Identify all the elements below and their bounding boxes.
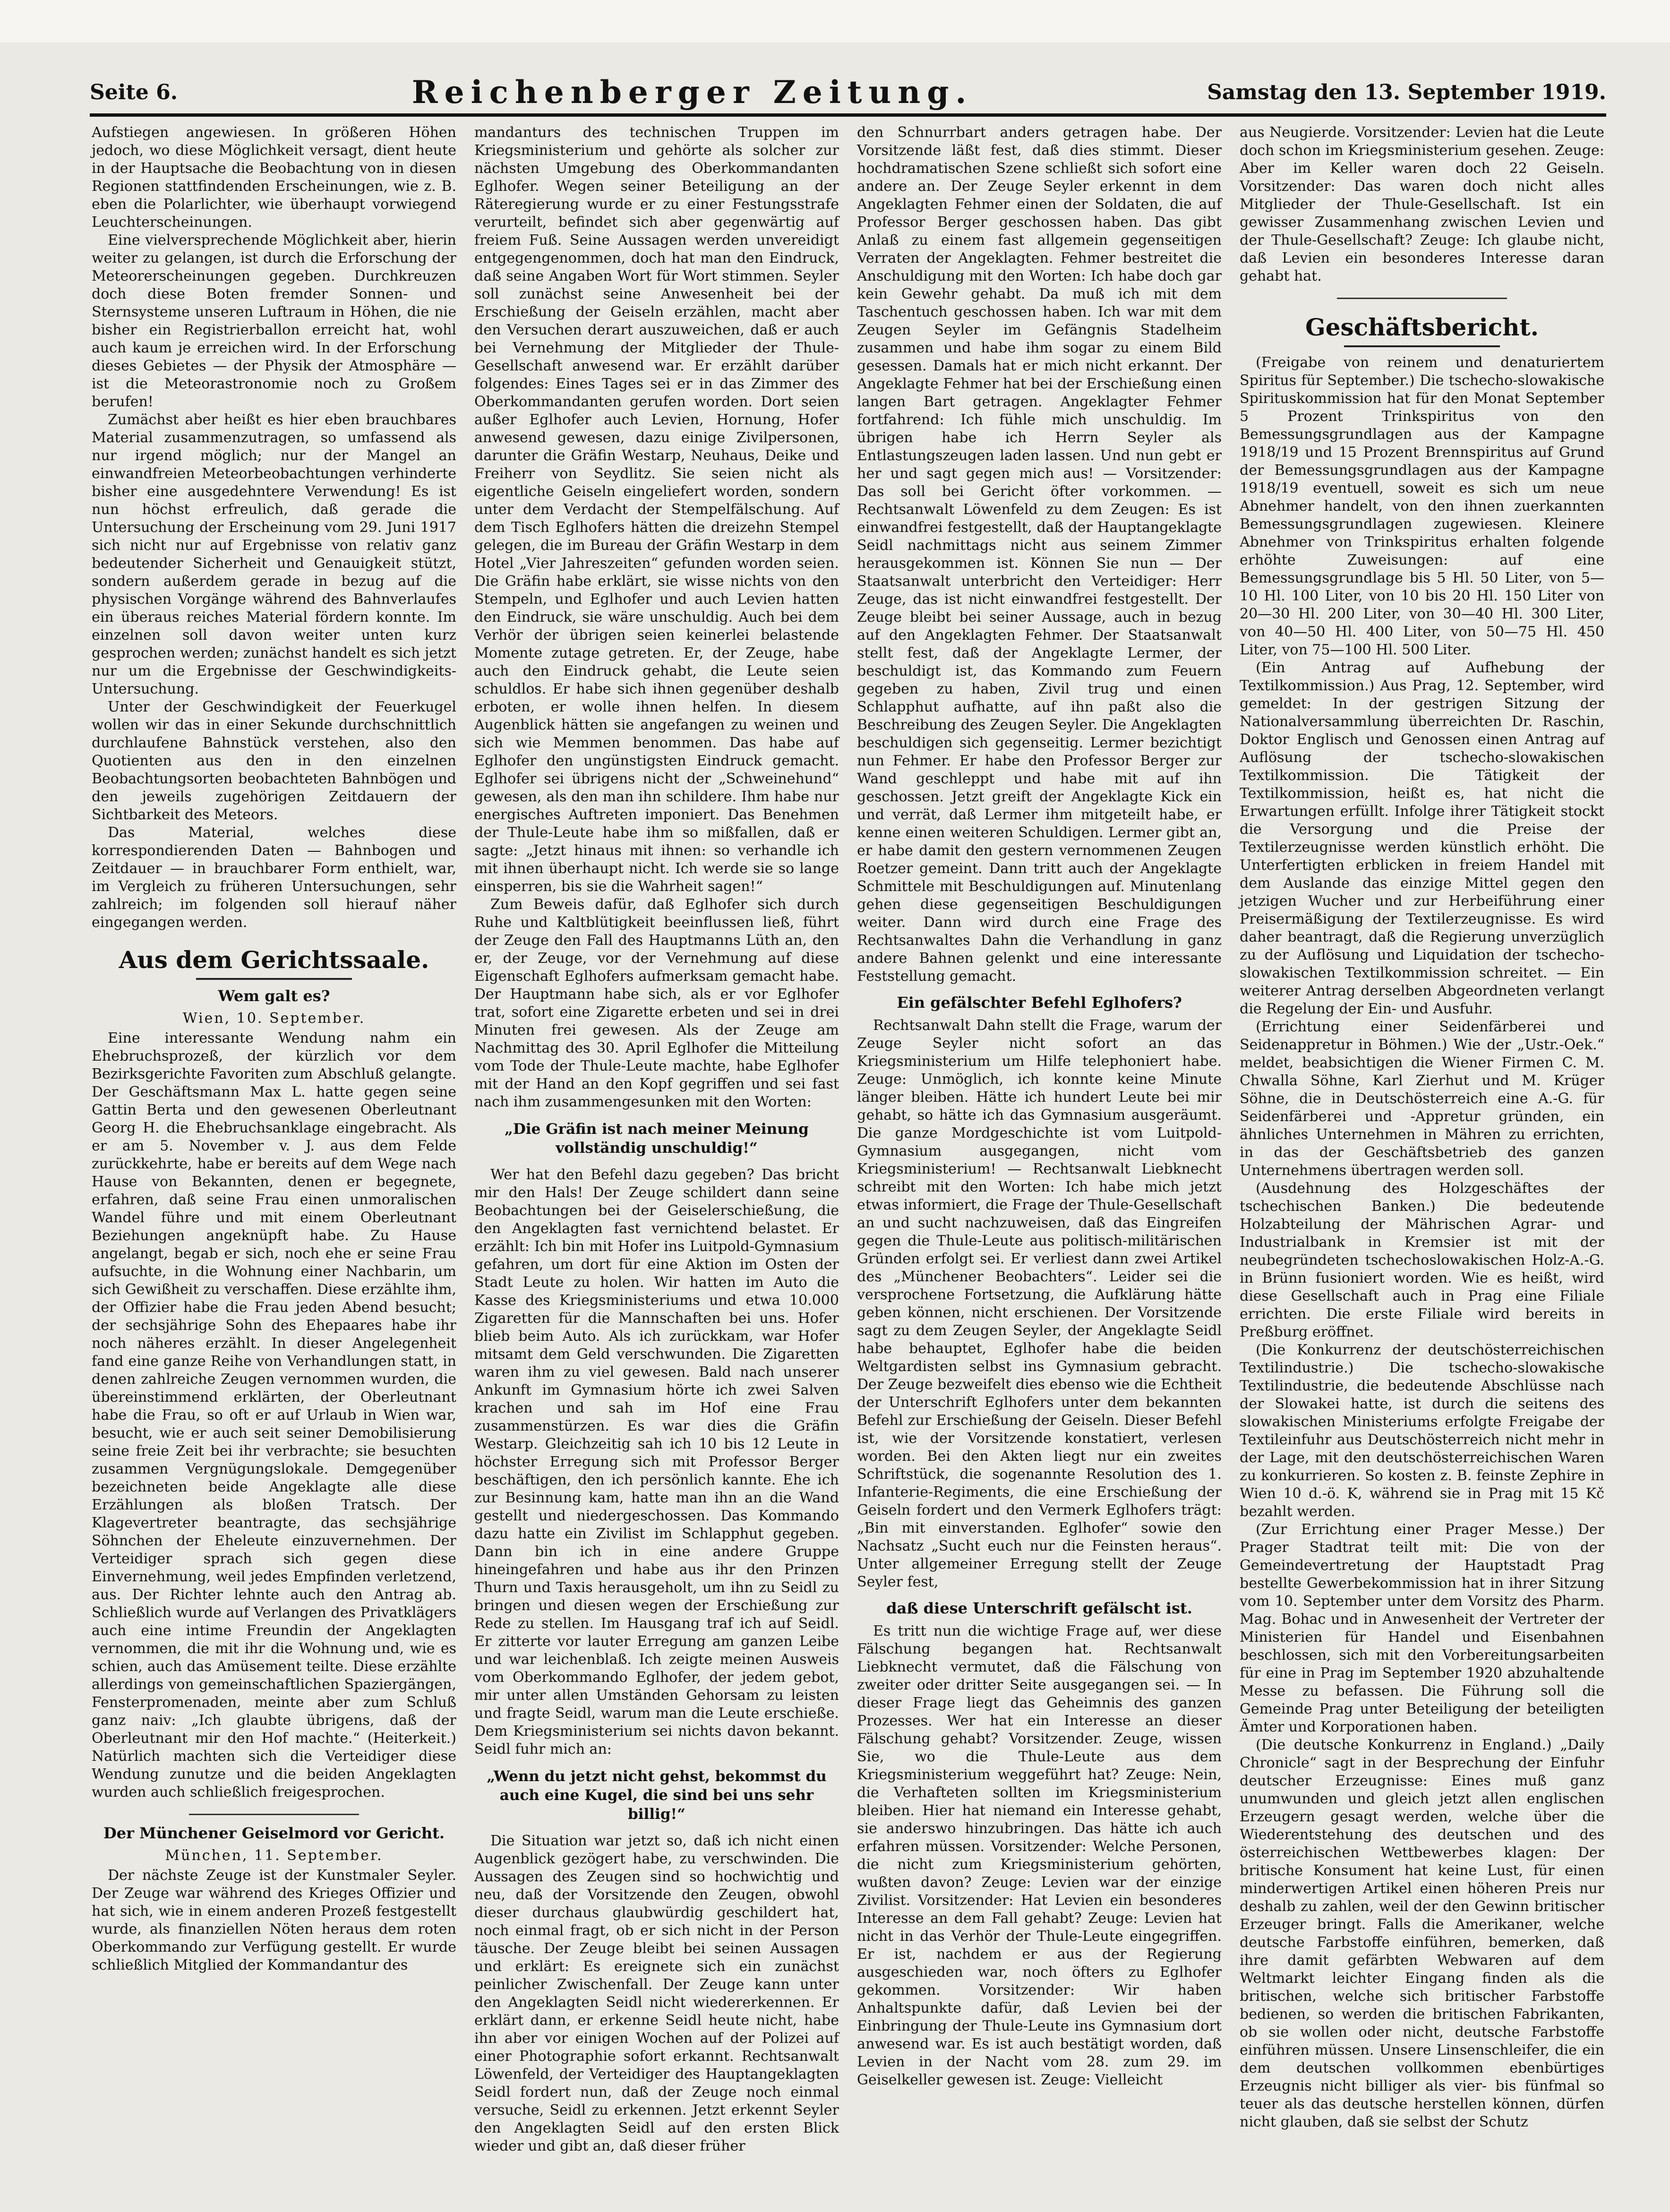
column-2 xyxy=(472,124,841,2169)
subheading: Ein gefälschter Befehl Eglhofers? xyxy=(897,994,1182,1012)
page-number: Seite 6. xyxy=(90,80,178,104)
business-item: (Die Konkurrenz der deutschösterreichischen Textilindustrie.) Die tschecho-slowakische Textilindustrie, die bedeutende Abschlüsse nach der Slowakei hatte, ist durch die seitens des slowakischen Ministeriums erfolgte Freigabe der Textileinfuhr aus Deutschösterreich nicht mehr in der Lage, mit den deutschösterreichischen Waren zu konkurrieren. So kosten z. B. feinste Zephire in Wien 10 d.-ö. K, während sie in Prag mit 15 Kč bezahlt werden. xyxy=(1240,1342,1604,1520)
article-paragraph: Zum Beweis dafür, daß Eglhofer sich durch Ruhe und Kaltblütigkeit beeinflussen ließ, führt der Zeuge den Fall des Hauptmanns Lüth an, den er, der Zeuge, vor der Vernehmung auf diese Eigenschaft Eglhofers aufmerksam gemacht habe. Der Hauptmann habe sich, als er vor Eglhofer trat, sofort eine Zigarette erbeten und sei in drei Minuten frei gewesen. Als der Zeuge am Nachmittag des 30. April Eglhofer die Mitteilung vom Tode der Thule-Leute machte, habe Eglhofer mit der Hand an den Kopf gegriffen und sei fast nach ihm zusammengesunken mit den Worten: xyxy=(474,896,839,1110)
business-item: (Die deutsche Konkurrenz in England.) „Daily Chronicle“ sagt in der Besprechung der Einfuhr deutscher Erzeugnisse: Eines muß ganz unumwunden und gleich jetzt allen englischen Erzeugern gesagt werden, welche über die Wiederentstehung des deutschen und des österreichischen Wettbewerbes klagen: Der britische Konsument hat keine Lust, für einen minderwertigen Artikel einen höheren Preis nur deshalb zu zahlen, weil der den Gewinn britischer Erzeuger bringt. Falls die Amerikaner, welche deutsche Farbstoffe einführen, bemerken, daß ihre damit gefärbten Webwaren auf dem Weltmarkt leichter Eingang finden als die britischen, welche sich britischer Farbstoffe bedienen, so werden die britischen Fabrikanten, ob sie wollen oder nicht, deutsche Farbstoffe einführen müssen. Unsere Linsenschleifer, die ein dem deutschen vollkommen ebenbürtiges Erzeugnis nicht billiger als vier- bis fünfmal so teuer als das deutsche herstellen können, dürfen nicht glauben, daß sie selbst der Schutz xyxy=(1240,1737,1604,2130)
article-paragraph: mandanturs des technischen Truppen im Kriegsministerium und gehörte als solcher zur nächsten Umgebung des Oberkommandanten Eglhofer. Wegen seiner Beteiligung an der Räteregierung wurde er zu einer Festungsstrafe verurteilt, befindet sich aber gegenwärtig auf freiem Fuß. Seine Aussagen werden unvereidigt entgegengenommen, doch hat man den Eindruck, daß seine Angaben Wort für Wort stimmen. Seyler soll zunächst seine Anwesenheit bei der Erschießung der Geiseln erzählen, macht aber den Versuchen derart auszuweichen, daß er auch bei Vernehmung der Mitglieder der Thule-Gesellschaft anwesend war. Er erzählt darüber folgendes: Eines Tages sei er in das Zimmer des Oberkommandanten gerufen worden. Dort seien außer Eglhofer auch Levien, Hornung, Hofer anwesend gewesen, dazu einige Zivilpersonen, darunter die Gräfin Westarp, Neuhaus, Deike und Freiherr von Seydlitz. Sie seien nicht als eigentliche Geiseln eingeliefert worden, sondern unter dem Verdacht der Stempelfälschung. Auf dem Tisch Eglhofers hätten die dreizehn Stempel gelegen, die im Bureau der Gräfin Westarp in dem Hotel „Vier Jahreszeiten“ gefunden worden seien. Die Gräfin habe erklärt, sie wisse nichts von den Stempeln, und Eglhofer und auch Levien hatten den Eindruck, sie wäre unschuldig. Auch bei dem Verhör der übrigen seien keinerlei belastende Momente zutage getreten. Er, der Zeuge, habe auch den Eindruck gehabt, die Leute seien schuldlos. Er habe sich ihnen gegenüber deshalb erboten, er wolle ihnen helfen. In diesem Augenblick hätten sie angefangen zu weinen und sich wie Memmen benommen. Das habe auf Eglhofer den ungünstigsten Eindruck gemacht. Eglhofer sei übrigens nicht der „Schweinehund“ gewesen, als den man ihn schildere. Ihm habe nur energisches Auftreten imponiert. Das Benehmen der Thule-Leute habe ihm so mißfallen, daß er sagte: „Jetzt hinaus mit ihnen: so verhandle ich mit ihnen überhaupt nicht. Ich werde sie so lange einsperren, bis sie die Wahrheit sagen!“ xyxy=(474,124,839,895)
column-4 xyxy=(1238,124,1606,2169)
text-columns xyxy=(90,124,1606,2169)
header-rule xyxy=(90,113,1606,117)
article-paragraph: den Schnurrbart anders getragen habe. Der Vorsitzende läßt fest, daß dies stimmt. Dieser hochdramatischen Szene schließt sich sofort eine andere an. Der Zeuge Seyler erkennt in dem Angeklagten Fehmer einen der Soldaten, die auf Professor Berger geschossen haben. Das gibt Anlaß zu einem fast allgemein gegenseitigen Verraten der Angeklagten. Fehmer bestreitet die Anschuldigung mit den Worten: Ich habe doch gar kein Gewehr gehabt. Da muß ich mit dem Taschentuch geschossen haben. Ich war mit dem Zeugen Seyler im Gefängnis Stadelheim zusammen und habe ihm sogar zu einem Bild gesessen. Damals hat er mich nicht erkannt. Der Angeklagte Fehmer hat bei der Erschießung einen langen Bart getragen. Angeklagter Fehmer fortfahrend: Ich fühle mich unschuldig. Im übrigen habe ich Herrn Seyler als Entlastungszeugen laden lassen. Und nun gebt er her und sagt gegen mich aus! — Vorsitzender: Das soll bei Gericht öfter vorkommen. — Rechtsanwalt Löwenfeld zu dem Zeugen: Es ist einwandfrei festgestellt, daß der Hauptangeklagte Seidl nachmittags nicht aus seinem Zimmer herausgekommen ist. Können Sie nun — Der Staatsanwalt unterbricht den Verteidiger: Herr Zeuge, das ist nicht einwandfrei festgestellt. Der Zeuge bleibt bei seiner Aussage, auch in bezug auf den Angeklagten Fehmer. Der Staatsanwalt stellt fest, daß der Angeklagte Lermer, der beschuldigt ist, das Kommando zum Feuern gegeben zu haben, Zivil trug und einen Schlapphut aufhatte, auf ihn paßt also die Beschreibung des Zeugen Seyler. Die Angeklagten beschuldigen sich gegenseitig. Lermer bezichtigt nun Fehmer. Er habe den Professor Berger zur Wand geschleppt und habe mit auf ihn geschossen. Jetzt greift der Angeklagte Kick ein und verrät, daß Lermer ihm mitgeteilt habe, er kenne einen weiteren Schuldigen. Lermer gibt an, er habe damit den gestern vernommenen Zeugen Roetzer gemeint. Dann tritt auch der Angeklagte Schmittele mit Beschuldigungen auf. Minutenlang gehen diese gegenseitigen Beschuldigungen weiter. Dann wird durch eine Frage des Rechtsanwaltes Dahn die Verhandlung in ganz andere Bahnen gelenkt und eine interessante Feststellung gemacht. xyxy=(857,124,1222,985)
article-paragraph: Eine interessante Wendung nahm ein Ehebruchsprozeß, der kürzlich vor dem Bezirksgerichte Favoriten zum Abschluß gelangte. Der Geschäftsmann Max L. hatte gegen seine Gattin Berta und den gewesenen Oberleutnant Georg H. die Ehebruchsanklage eingebracht. Als er am 5. November v. J. aus dem Felde zurückkehrte, habe er bereits auf dem Wege nach Hause von Bekannten, denen er begegnete, erfahren, daß seine Frau einen unmoralischen Wandel führe und mit einem Oberleutnant Beziehungen angeknüpft habe. Zu Hause angelangt, begab er sich, noch ehe er seine Frau aufsuchte, in die Wohnung einer Nachbarin, um sich Gewißheit zu verschaffen. Diese erzählte ihm, der Offizier habe die Frau jeden Abend besucht; der sechsjährige Sohn des Ehepaares habe ihr noch näheres erzählt. In dieser Angelegenheit fand eine ganze Reihe von Verhandlungen statt, in denen zahlreiche Zeugen vernommen wurden, die übereinstimmend erklärten, der Oberleutnant habe die Frau, so oft er auf Urlaub in Wien war, besucht, wie er auch seit seiner Demobilisierung seine freie Zeit bei ihr verbrachte; sie besuchten zusammen Vergnügungslokale. Demgegenüber bezeichneten beide Angeklagte alle diese Erzählungen als bloßen Tratsch. Der Klagevertreter beantragte, das sechsjährige Söhnchen der Eheleute einzuvernehmen. Der Verteidiger sprach sich gegen diese Einvernehmung, weil jedes Empfinden verletzend, aus. Der Richter lehnte auch den Antrag ab. Schließlich wurde auf Verlangen des Privatklägers auch eine intime Freundin der Angeklagten vernommen, die mit ihr die Wohnung und, wie es schien, auch das Amüsement teilte. Diese erzählte allerdings von gemeinschaftlichen Spaziergängen, Fensterpromenaden, meinte aber zum Schluß ganz naiv: „Ich glaubte übrigens, daß der Oberleutnant mir den Hof machte.“ (Heiterkeit.) Natürlich machten sich die Verteidiger diese Wendung zunutze und die beiden Angeklagten wurden auch schließlich freigesprochen. xyxy=(92,1030,456,1800)
scan-border xyxy=(0,0,1670,43)
column-1 xyxy=(90,124,458,2169)
article-paragraph: Aufstiegen angewiesen. In größeren Höhen jedoch, wo diese Möglichkeit versagt, dient heute in der Hauptsache die Beobachtung von in diesen Regionen stattfindenden Erscheinungen, wie z. B. eben die Polarlichter, wie überhaupt vorwiegend Leuchterscheinungen. xyxy=(92,124,456,231)
article-paragraph: Es tritt nun die wichtige Frage auf, wer diese Fälschung begangen hat. Rechtsanwalt Liebknecht vermutet, daß die Fälschung von zweiter oder dritter Seite ausgegangen sei. — In dieser Frage liegt das Geheimnis des ganzen Prozesses. Wer hat ein Interesse an dieser Fälschung gehabt? Vorsitzender. Zeuge, wissen Sie, wo die Thule-Leute aus dem Kriegsministerium weggeführt hat? Zeuge: Nein, die Verhafteten sollten im Kriegsministerium bleiben. Hier hat niemand ein Interesse gehabt, sie anderswo hinzubringen. Das hätte ich auch erfahren müssen. Vorsitzender: Welche Personen, die nicht zum Kriegsministerium gehörten, wußten davon? Zeuge: Levien war der einzige Zivilist. Vorsitzender: Hat Levien ein besonderes Interesse an dem Fall gehabt? Zeuge: Levien hat nicht in das Verhör der Thule-Leute eingegriffen. Er ist, nachdem er aus der Regierung ausgeschieden war, noch öfters zu Eglhofer gekommen. Vorsitzender: Wir haben Anhaltspunkte dafür, daß Levien bei der Einbringung der Thule-Leute ins Gymnasium dort anwesend war. Es ist auch bestätigt worden, daß Levien in der Nacht vom 28. zum 29. im Geiselkeller gewesen ist. Zeuge: Vielleicht xyxy=(857,1623,1222,2088)
business-item: (Zur Errichtung einer Prager Messe.) Der Prager Stadtrat teilt mit: Die von der Gemeindevertretung der Hauptstadt Prag bestellte Gewerbekommission hat in ihrer Sitzung vom 10. September unter dem Vorsitz des Pharm. Mag. Bohac und in Anwesenheit der Vertreter der Ministerien für Handel und Eisenbahnen beschlossen, sich mit den Vorbereitungsarbeiten für eine in Prag im September 1920 abzuhaltende Messe zu befassen. Die Führung soll die Gemeinde Prag unter Beteiligung der beteiligten Ämter und Korporationen haben. xyxy=(1240,1521,1604,1735)
article-paragraph: Unter der Geschwindigkeit der Feuerkugel wollen wir das in einer Sekunde durchschnittlich durchlaufene Bahnstück verstehen, also den Quotienten aus den in den einzelnen Beobachtungsorten beobachteten Bahnbögen und den jeweils zugehörigen Zeitdauern der Sichtbarkeit des Meteors. xyxy=(92,699,456,823)
article-paragraph: Wer hat den Befehl dazu gegeben? Das bricht mir den Hals! Der Zeuge schildert dann seine Beobachtungen bei der Geiselerschießung, die den Angeklagten fast vernichtend belastet. Er erzählt: Ich bin mit Hofer ins Luitpold-Gymnasium gefahren, um dort für eine Aktion im Osten der Stadt Leute zu holen. Wir hatten im Auto die Kasse des Kriegsministeriums und etwa 10.000 Zigaretten für die Mannschaften bei uns. Hofer blieb beim Auto. Als ich zurückkam, war Hofer mitsamt dem Geld verschwunden. Die Zigaretten waren ihm zu viel gewesen. Bald nach unserer Ankunft im Gymnasium hörte ich zwei Salven krachen und sah im Hof eine Frau zusammenstürzen. Es war dies die Gräfin Westarp. Gleichzeitig sah ich 10 bis 12 Leute in höchster Erregung sich mit Professor Berger beschäftigen, den ich persönlich kannte. Ehe ich zur Besinnung kam, hatte man ihn an die Wand gestellt und niedergeschossen. Das Kommando dazu hatte ein Zivilist im Schlapphut gegeben. Dann bin ich in eine andere Gruppe hineingefahren und habe aus ihr den Prinzen Thurn und Taxis herausgeholt, um ihn zu Seidl zu bringen und diesen wegen der Erschießung zur Rede zu stellen. Im Hausgang traf ich auf Seidl. Er zitterte vor lauter Erregung am ganzen Leibe und war leichenblaß. Ich zeigte meinen Ausweis vom Oberkommando Eglhofer, der jedem gebot, mir unter allen Umständen Gehorsam zu leisten und fragte Seidl, warum man die Leute erschieße. Dem Kriegsministerium sei nichts davon bekannt. Seidl fuhr mich an: xyxy=(474,1166,839,1758)
quote-highlight: „Die Gräfin ist nach meiner Meinung vollständig unschuldig!“ xyxy=(505,1121,809,1157)
section-rule xyxy=(196,978,352,980)
business-item: (Freigabe von reinem und denaturiertem Spiritus für September.) Die tschecho-slowakische Spirituskommission hat für den Monat September 5 Prozent Trinkspiritus von den Bemessungsgrundlagen aus der Kampagne 1918/19 und 15 Prozent Brennspiritus auf Grund der Bemessungsgrundlagen aus der Kampagne 1918/19 eventuell, soweit es sich um neue Abnehmer handelt, von den ihnen zuerkannten Bemessungsgrundlagen zugewiesen. Kleinere Abnehmer von Trinkspiritus erhalten folgende erhöhte Zuweisungen: auf eine Bemessungsgrundlage bis 5 Hl. 50 Liter, von 5—10 Hl. 100 Liter, von 10 bis 20 Hl. 150 Liter von 20—30 Hl. 200 Liter, von 30—40 Hl. 300 Liter, von 40—50 Hl. 400 Liter, von 50—75 Hl. 450 Liter, von 75—100 Hl. 500 Liter. xyxy=(1240,354,1604,658)
article-paragraph: aus Neugierde. Vorsitzender: Levien hat die Leute doch schon im Kriegsministerium gesehen. Zeuge: Aber im Keller waren doch 22 Geiseln. Vorsitzender: Das waren doch nicht alles Mitglieder der Thule-Gesellschaft. Ist ein gewisser Zusammenhang zwischen Levien und der Thule-Gesellschaft? Zeuge: Ich glaube nicht, daß Levien ein besonderes Interesse daran gehabt hat. xyxy=(1240,124,1604,284)
article-paragraph: Das Material, welches diese korrespondierenden Daten — Bahnbogen und Zeitdauer — in brauchbarer Form enthielt, war, im Vergleich zu früheren Untersuchungen, sehr zahlreich; im folgenden soll hierauf näher eingegangen werden. xyxy=(92,824,456,931)
article-paragraph: Zumächst aber heißt es hier eben brauchbares Material zusammenzutragen, so umfassend als nur irgend möglich; nur der Mangel an einwandfreien Meteorbeobachtungen verhinderte bisher eine ausgedehntere Verwendung! Es ist nun höchst erfreulich, daß gerade die Untersuchung der Erscheinung vom 29. Juni 1917 sich nicht nur auf Ergebnisse von relativ ganz bedeutender Sicherheit und Genauigkeit stützt, sondern außerdem gerade in bezug auf die physischen Vorgänge während des Bahnverlaufes ein überaus reiches Material fördern konnte. Im einzelnen soll davon weiter unten kurz gesprochen werden; zunächst handelt es sich jetzt nur um die Ergebnisse der Geschwindigkeits-Untersuchung. xyxy=(92,412,456,697)
article-paragraph: Der nächste Zeuge ist der Kunstmaler Seyler. Der Zeuge war während des Krieges Offizier und hat sich, wie in einem anderen Prozeß festgestellt wurde, als finanziellen Nöten heraus dem roten Oberkommando zur Verfügung gestellt. Er wurde schließlich Mitglied der Kommandantur des xyxy=(92,1867,456,1973)
issue-date: Samstag den 13. September 1919. xyxy=(1207,80,1606,104)
article-dateline: Wien, 10. September. xyxy=(182,1010,366,1027)
business-item: (Errichtung einer Seidenfärberei und Seidenappretur in Böhmen.) Wie der „Ustr.-Oek.“ meldet, beabsichtigen die Wiener Firmen C. M. Chwalla Söhne, Karl Zierhut und M. Krüger Söhne, die in Deutschösterreich eine A.-G. für Seidenfärberei und -Appretur gründen, ein ähnliches Unternehmen in Mähren zu errichten, in das der Geschäftsbetrieb des ganzen Unternehmens übertragen werden soll. xyxy=(1240,1019,1604,1179)
column-3 xyxy=(855,124,1224,2169)
article-headline: Der Münchener Geiselmord vor Gericht. xyxy=(103,1824,445,1842)
business-item: (Ein Antrag auf Aufhebung der Textilkommission.) Aus Prag, 12. September, wird gemeldet: In der gestrigen Sitzung der Nationalversammlung überreichten Dr. Raschin, Doktor Englisch und Genossen einen Antrag auf Auflösung der tschecho-slowakischen Textilkommission. Die Tätigkeit der Textilkommission, heißt es, hat nicht die Erwartungen erfüllt. Infolge ihrer Tätigkeit stockt die Versorgung und die Preise der Textilerzeugnisse werden künstlich erhöht. Die Unterfertigten erblicken in freiem Handel mit dem Auslande das einzige Mittel gegen den jetzigen Wucher und zur Herbeiführung einer Preisermäßigung der Textilerzeugnisse. Es wird daher beantragt, daß die Regierung unverzüglich zu der Auflösung und Liquidation der tschecho-slowakischen Textilkommission schreitet. — Ein weiterer Antrag derselben Abgeordneten verlangt die Regelung der Ein- und Ausfuhr. xyxy=(1240,660,1604,1017)
newspaper-title: Reichenberger Zeitung. xyxy=(411,74,973,111)
subheading: daß diese Unterschrift gefälscht ist. xyxy=(886,1599,1192,1617)
section-title-business: Geschäftsbericht. xyxy=(1305,313,1539,341)
article-divider xyxy=(1337,298,1507,299)
quote-highlight: „Wenn du jetzt nicht gehst, bekommst du auch eine Kugel, die sind bei uns sehr billig!“ xyxy=(487,1768,827,1823)
article-headline: Wem galt es? xyxy=(218,987,330,1005)
business-item: (Ausdehnung des Holzgeschäftes der tschechischen Banken.) Die bedeutende Holzabteilung der Mährischen Agrar- und Industrialbank in Kremsier ist mit der neubegründeten tschechoslowakischen Holz-A.-G. in Brünn fusioniert worden. Wie es heißt, wird diese Gesellschaft auch in Prag eine Filiale errichten. Die erste Filiale wird bereits in Preßburg eröffnet. xyxy=(1240,1180,1604,1340)
article-paragraph: Eine vielversprechende Möglichkeit aber, hierin weiter zu gelangen, ist durch die Erforschung der Meteorerscheinungen gegeben. Durchkreuzen doch diese Boten fremder Sonnen- und Sternsysteme unseren Luftraum in Höhen, die nie bisher ein Registrierballon erreicht hat, wohl auch kaum je erreichen wird. In der Erforschung dieses Gebietes — der Physik der Atmosphäre — ist die Meteorastronomie noch zu Großem berufen! xyxy=(92,232,456,410)
article-paragraph: Die Situation war jetzt so, daß ich nicht einen Augenblick gezögert habe, zu verschwinden. Die Aussagen des Zeugen sind so hochwichtig und neu, daß der Vorsitzende den Zeugen, obwohl dieser durchaus glaubwürdig geschildert hat, noch einmal fragt, ob er sich nicht in der Person täusche. Der Zeuge bleibt bei seinen Aussagen und erklärt: Es ereignete sich ein zunächst peinlicher Zwischenfall. Der Zeuge kann unter den Angeklagten Seidl nicht wiedererkennen. Er erklärt dann, er erkenne Seidl heute nicht, habe ihn aber vor einigen Wochen auf der Polizei auf einer Photographie sofort erkannt. Rechtsanwalt Löwenfeld, der Verteidiger des Hauptangeklagten Seidl fordert nun, daß der Zeuge noch einmal versuche, Seidl zu erkennen. Jetzt erkennt Seyler den Angeklagten Seidl auf den ersten Blick wieder und gibt an, daß dieser früher xyxy=(474,1833,839,2154)
article-paragraph: Rechtsanwalt Dahn stellt die Frage, warum der Zeuge Seyler nicht sofort an das Kriegsministerium um Hilfe telephoniert habe. Zeuge: Unmöglich, ich konnte keine Minute länger bleiben. Hätte ich hundert Leute bei mir gehabt, so hätte ich das Gymnasium ausgeräumt. Die ganze Mordgeschichte ist vom Luitpold-Gymnasium ausgegangen, nicht vom Kriegsministerium! — Rechtsanwalt Liebknecht schreibt mit den Worten: Ich habe mich jetzt etwas informiert, die Frage der Thule-Gesellschaft an und sucht nachzuweisen, daß das Eingreifen gegen die Thule-Leute aus politisch-militärischen Gründen erfolgt sei. Er verliest dann zwei Artikel des „Münchener Beobachters“. Leider sei die versprochene Fortsetzung, die Aufklärung hätte geben können, nicht erschienen. Der Vorsitzende sagt zu dem Zeugen Seyler, der Angeklagte Seidl habe behauptet, Eglhofer habe die beiden Weltgardisten selbst ins Gymnasium gebracht. Der Zeuge bezweifelt dies ebenso wie die Echtheit der Unterschrift Eglhofers unter dem bekannten Befehl zur Erschießung der Geiseln. Dieser Befehl ist, wie der Vorsitzende konstatiert, verlesen worden. Bei den Akten liegt nur ein zweites Schriftstück, die sogenannte Resolution des 1. Infanterie-Regiments, die eine Erschießung der Geiseln fordert und den Vermerk Eglhofers trägt: „Bin mit einverstanden. Eglhofer“ sowie den Nachsatz „Sucht euch nur die Feinsten heraus“. Unter allgemeiner Erregung stellt der Zeuge Seyler fest, xyxy=(857,1017,1222,1590)
page-header xyxy=(90,71,1606,113)
article-dateline: München, 11. September. xyxy=(165,1847,383,1864)
section-title-court: Aus dem Gerichtssaale. xyxy=(119,946,429,974)
section-rule xyxy=(1344,345,1500,347)
article-divider xyxy=(189,1814,359,1815)
